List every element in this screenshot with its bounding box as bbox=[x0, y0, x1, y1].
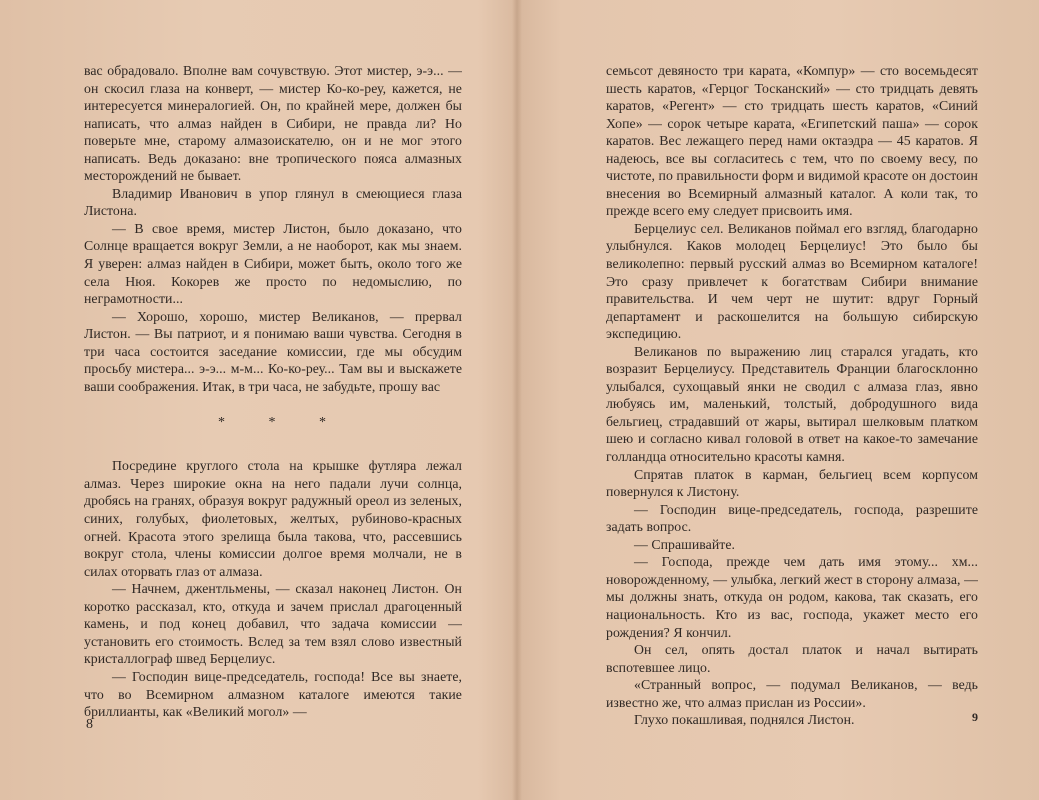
paragraph: Великанов по выражению лиц старался угадать, кто возразит Берцелиусу. Представитель Франции благосклонно улыбался, сухощавый янки не сводил с алмаза глаз, явно любуясь им, маленький, толстый, добродушного вида бельгиец, страдавший от жары, вытирал шелковым платком шею и согласно кивал головой в ответ на какое-то замечание голландца относительно красоты камня. bbox=[606, 343, 978, 465]
paragraph: — В свое время, мистер Листон, было доказано, что Солнце вращается вокруг Земли, а не наоборот, как мы знаем. Я уверен: алмаз найден в Сибири, может быть, около того же села Нюя. Кокорев же просто по недомыслию, по неграмотности... bbox=[84, 220, 462, 307]
page-number-left: 8 bbox=[86, 717, 93, 732]
paragraph: — Господа, прежде чем дать имя этому... хм... новорожденному, — улыбка, легкий жест в сторону алмаза, — мы должны знать, откуда он родом, какова, так сказать, его национальность. Кто из вас, господа, укажет место его рождения? Я кончил. bbox=[606, 554, 978, 640]
paragraph: — Спрашивайте. bbox=[634, 536, 736, 552]
page-number-right: 9 bbox=[972, 710, 978, 724]
paragraph: Берцелиус сел. Великанов поймал его взгляд, благодарно улыбнулся. Каков молодец Берцелиус! Это было бы великолепно: первый русский алмаз во Всемирном каталоге! Это сразу привлечет к богатствам Сибири внимание правительства. И чем черт не шутит: вдруг Горный департамент и раскошелится на большую сибирскую экспедицию. bbox=[606, 220, 978, 342]
section-separator: * * * bbox=[218, 415, 346, 431]
paragraph: Посредине круглого стола на крышке футляра лежал алмаз. Через широкие окна на него падали лучи солнца, дробясь на гранях, образуя вокруг радужный ореол из зеленых, синих, голубых, фиолетовых, желтых, рубиново-красных огней. Красота этого зрелища была такова, что, рассевшись вокруг стола, члены комиссии долгое время молчали, не в силах оторвать глаз от алмаза. bbox=[84, 458, 462, 579]
book-fold bbox=[512, 0, 522, 800]
paragraph: Спрятав платок в карман, бельгиец всем корпусом повернулся к Листону. bbox=[606, 466, 978, 500]
right-page bbox=[606, 62, 978, 729]
paragraph: Он сел, опять достал платок и начал вытирать вспотевшее лицо. bbox=[606, 642, 978, 675]
paragraph: «Странный вопрос, — подумал Великанов, — ведь известно же, что алмаз прислан из России». bbox=[606, 677, 978, 710]
paragraph: вас обрадовало. Вполне вам сочувствую. Этот мистер, э-э... — он скосил глаза на конверт, — мистер Ко-ко-реу, кажется, не интересуется минералогией. Он, по крайней мере, должен бы написать, что алмаз найден в Сибири, не правда ли? Но поверьте мне, старому алмазоискателю, он и не мог этого написать. Ведь доказано: вне тропического пояса алмазных месторождений не бывает. bbox=[84, 63, 462, 184]
paragraph: — Хорошо, хорошо, мистер Великанов, — прервал Листон. — Вы патриот, и я понимаю ваши чувства. Сегодня в три часа состоится заседание комиссии, где мы обсудим просьбу мистера... э-э... м-м... Ко-ко-реу... Там вы и выскажете ваши соображения. Итак, в три часа, не забудьте, прошу вас bbox=[84, 308, 462, 394]
paragraph: — Господин вице-председатель, господа! Все вы знаете, что во Всемирном алмазном каталоге имеются такие бриллианты, как «Великий могол» — bbox=[84, 668, 462, 720]
paragraph: — Господин вице-председатель, господа, разрешите задать вопрос. bbox=[606, 501, 978, 535]
paragraph: Глухо покашливая, поднялся Листон. bbox=[634, 712, 855, 728]
paragraph: семьсот девяносто три карата, «Компур» — сто восемьдесят шесть каратов, «Герцог Тосканский» — сто тридцать девять каратов, «Регент» — сто тридцать шесть каратов, «Синий Хопе» — сорок четыре карата, «Египетский паша» — сорок каратов. Вес лежащего перед нами октаэдра — 45 каратов. Я надеюсь, все вы согласитесь с тем, что по своему весу, по чистоте, по правильности форм и видимой красоте он достоин внесения во Всемирный алмазный каталог. А коли так, то прежде всего ему следует присвоить имя. bbox=[606, 63, 978, 219]
paragraph: Владимир Иванович в упор глянул в смеющиеся глаза Листона. bbox=[84, 185, 462, 219]
paragraph: — Начнем, джентльмены, — сказал наконец Листон. Он коротко рассказал, кто, откуда и зачем прислал драгоценный камень, и под конец добавил, что задача комиссии — установить его стоимость. Вслед за тем взял слово известный кристаллограф швед Берцелиус. bbox=[84, 581, 462, 667]
left-page bbox=[84, 62, 462, 721]
